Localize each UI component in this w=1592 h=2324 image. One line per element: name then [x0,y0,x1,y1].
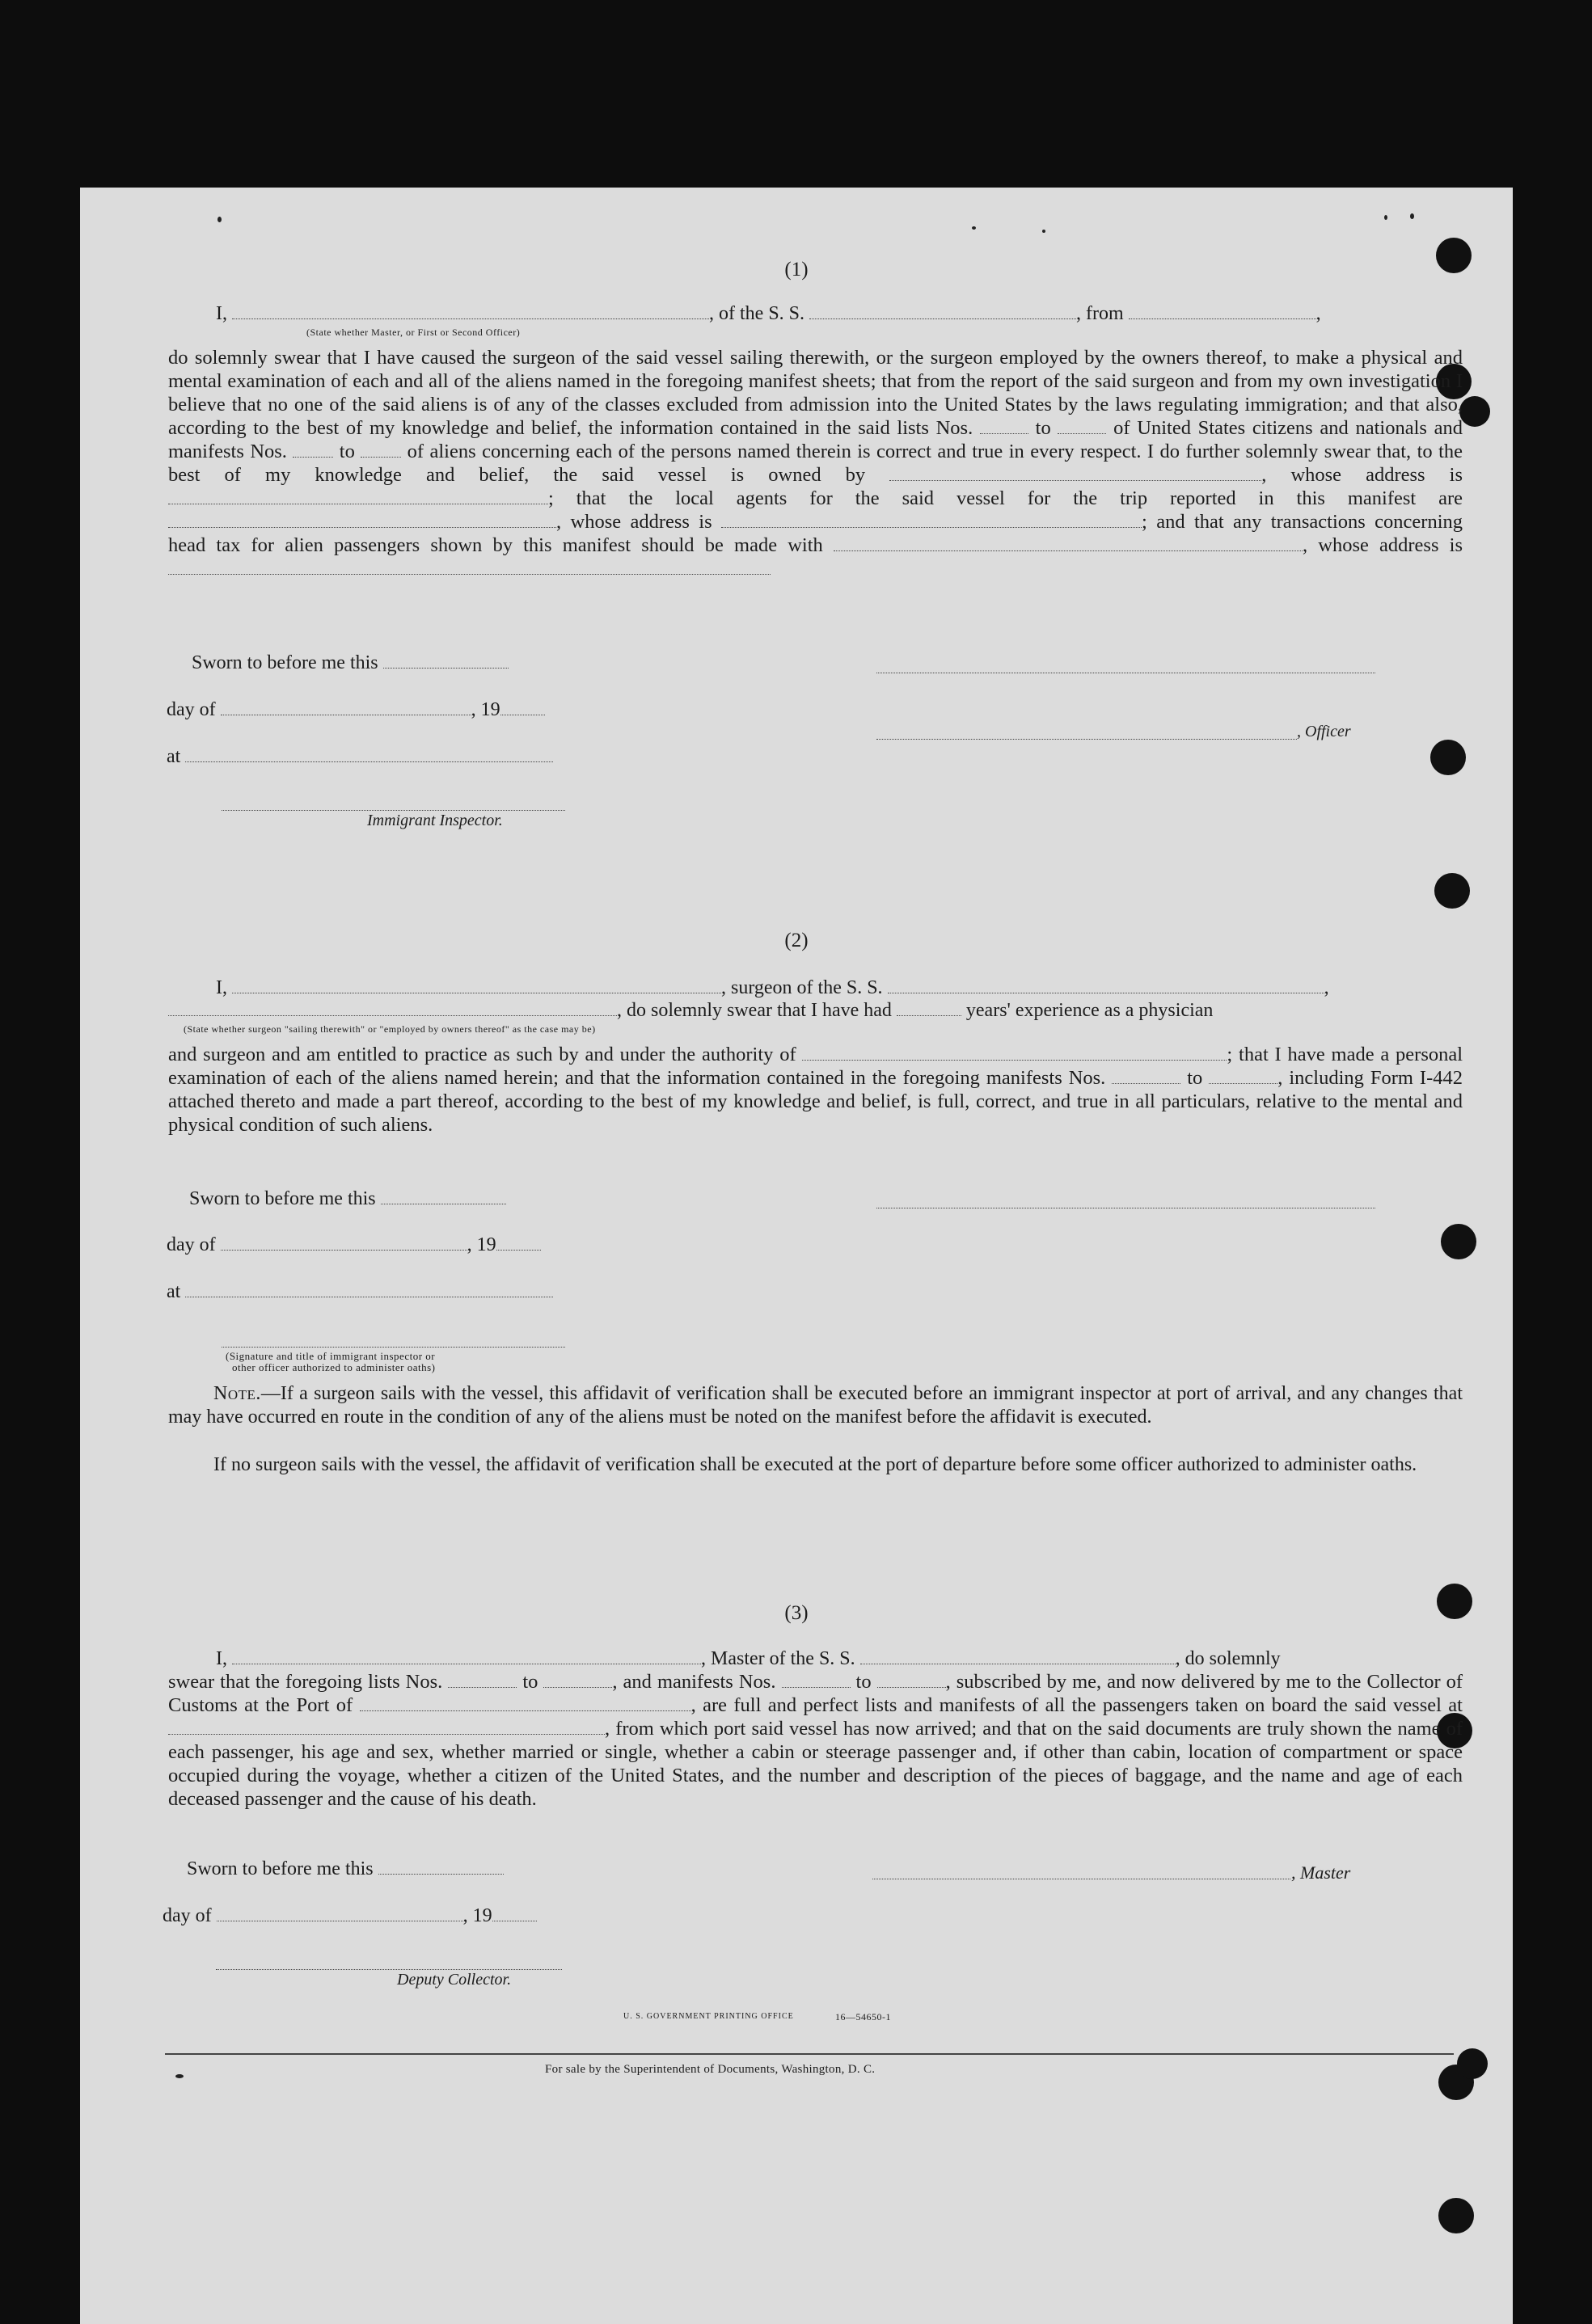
punch-hole-3 [1459,396,1490,427]
s1-from-field[interactable] [1129,302,1316,319]
s3-lists-to-field[interactable] [543,1671,612,1688]
s2-state-note: (State whether surgeon "sailing therewith" or "employed by owners thereof" as the case may be) [184,1023,596,1035]
s1-owner-address-field[interactable] [168,487,548,504]
s3-collector-label: Deputy Collector. [397,1971,512,1989]
s1-line1: I, , of the S. S. , from , [216,303,1321,324]
s3-year-field[interactable] [492,1904,537,1921]
s3-manifests-to-field[interactable] [877,1671,946,1688]
s2-name-field[interactable] [232,976,721,993]
s2-years-field[interactable] [897,999,961,1016]
s1-officer-sig-line-2[interactable] [876,739,1297,740]
s2-ship-field[interactable] [888,976,1324,993]
s3-ship-field[interactable] [860,1647,1176,1664]
s2-sailing-field[interactable] [168,999,617,1016]
s2-authority-field[interactable] [802,1044,1227,1061]
section-3-number: (3) [784,1602,809,1624]
s1-manifests-to-field[interactable] [361,441,401,458]
s3-lists-from-field[interactable] [448,1671,517,1688]
s1-dayof: day of , 19 [167,698,545,721]
s2-dayof: day of , 19 [167,1234,541,1256]
s2-manifests-from-field[interactable] [1112,1067,1180,1084]
section-1-number: (1) [784,259,809,280]
s2-line2: , do solemnly swear that I have had years' experience as a physician [168,999,1213,1022]
s3-collector-sig-line[interactable] [216,1969,562,1970]
s3-port-field[interactable] [360,1694,691,1711]
s1-officer-label: , Officer [1297,723,1351,740]
s3-line1: I, , Master of the S. S. , do solemnly [216,1648,1281,1669]
s3-manifests-from-field[interactable] [782,1671,851,1688]
s1-inspector-label: Immigrant Inspector. [367,812,503,829]
s2-paragraph: and surgeon and am entitled to practice as such by and under the authority of ; that I have made a personal examination of each of the aliens named herein; and that the information contained in the foregoing manifests Nos. to , including Form I-442 attached thereto and made a part thereof, according to the best of my knowledge and belief, is full, correct, and true in all particulars, relative to the mental and physical condition of such aliens. [168,1044,1463,1136]
s1-sworn-field[interactable] [383,652,509,669]
s2-at-field[interactable] [185,1280,553,1297]
s2-at: at [167,1280,553,1303]
s2-inspector-sig-line[interactable] [222,1347,565,1348]
s3-sworn-field[interactable] [378,1858,504,1875]
s2-line1: I, , surgeon of the S. S. , [216,977,1329,998]
form-page [80,188,1513,2324]
s2-sig-note-1: (Signature and title of immigrant inspector or [226,1350,436,1362]
s2-sworn: Sworn to before me this [189,1187,506,1210]
s3-boarded-at-field[interactable] [168,1718,605,1735]
section-2-number: (2) [784,930,809,951]
s2-sig-note-2: other officer authorized to administer oaths) [232,1361,436,1373]
s1-at-field[interactable] [185,745,553,762]
s1-agents-address-field[interactable] [721,511,1142,528]
s1-manifests-from-field[interactable] [293,441,333,458]
punch-hole-6 [1441,1224,1476,1259]
s2-sworn-field[interactable] [381,1187,506,1204]
s3-name-field[interactable] [232,1647,701,1664]
s3-day-field[interactable] [217,1904,463,1921]
footer-gpo: U. S. GOVERNMENT PRINTING OFFICE [623,2012,794,2021]
s3-sworn: Sworn to before me this [187,1858,504,1880]
s1-sworn: Sworn to before me this [192,652,509,674]
s1-ship-field[interactable] [809,302,1076,319]
s1-inspector-sig-line[interactable] [222,810,565,811]
s3-dayof: day of , 19 [163,1904,537,1927]
punch-hole-5 [1434,873,1470,909]
punch-hole-4 [1430,740,1466,775]
s2-year-field[interactable] [496,1234,541,1251]
s1-day-field[interactable] [221,698,471,715]
s1-year-field[interactable] [500,698,545,715]
s1-headtax-field[interactable] [834,534,1303,551]
s2-manifests-to-field[interactable] [1209,1067,1277,1084]
s1-paragraph: do solemnly swear that I have caused the surgeon of the said vessel sailing therewith, or the surgeon employed by the owners thereof, to make a physical and mental examination of each and all of the aliens named in the foregoing manifest sheets; that from the report of the said surgeon and from my own investigation I believe that no one of the said aliens is of any of the classes excluded from admission into the United States by the laws regulating immigration; and that also, according to the best of my knowledge and belief, the information contained in the said lists Nos. to of United States citizens and nationals and manifests Nos. to of aliens concerning each of the persons named therein is correct and true in every respect. I do further solemnly swear that, to the best of my knowledge and belief, the said vessel is owned by , whose address is ; that the local agents for the said vessel for the trip reported in this manifest are , whose address is ; and that any transactions concerning head tax for alien passengers shown by this manifest should be made with , whose address is [168,346,1463,580]
s3-master-label: , Master [1291,1862,1351,1883]
s2-note-1: Note.—If a surgeon sails with the vessel, this affidavit of verification shall be executed before an immigrant inspector at port of arrival, and any changes that may have occurred en route in the condition of any of the aliens must be noted on the manifest before the affidavit is executed. [168,1383,1463,1428]
s1-headtax-address-field[interactable] [168,558,771,575]
s2-note-2: If no surgeon sails with the vessel, the affidavit of verification shall be executed at the port of departure before some officer authorized to administer oaths. [213,1454,1417,1475]
s1-at: at [167,745,553,768]
s1-owner-field[interactable] [889,464,1261,481]
footer-sale: For sale by the Superintendent of Documents, Washington, D. C. [545,2063,876,2076]
s1-lists-to-field[interactable] [1058,417,1106,434]
punch-hole-10 [1457,2048,1488,2079]
s2-day-field[interactable] [221,1234,467,1251]
s1-lists-from-field[interactable] [980,417,1028,434]
s3-paragraph: swear that the foregoing lists Nos. to , and manifests Nos. to , subscribed by me, and now delivered by me to the Collector of Customs at the Port of , are full and perfect lists and manifests of all the passengers taken on board the said vessel at , from which port said vessel has now arrived; and that on the said documents are truly shown the name of each passenger, his age and sex, whether married or single, whether a cabin or steerage passenger and, if other than cabin, location of compartment or space occupied during the voyage, whether a citizen of the United States, and the number and description of the pieces of baggage, and the name and age of each deceased passenger and the cause of his death. [168,1671,1463,1810]
punch-hole-11 [1438,2198,1474,2233]
s1-name-field[interactable] [232,302,709,319]
s1-agents-field[interactable] [168,511,556,528]
footer-rule [165,2053,1454,2055]
footer-code: 16—54650-1 [835,2011,891,2022]
s1-state-note: (State whether Master, or First or Second Officer) [306,327,521,338]
